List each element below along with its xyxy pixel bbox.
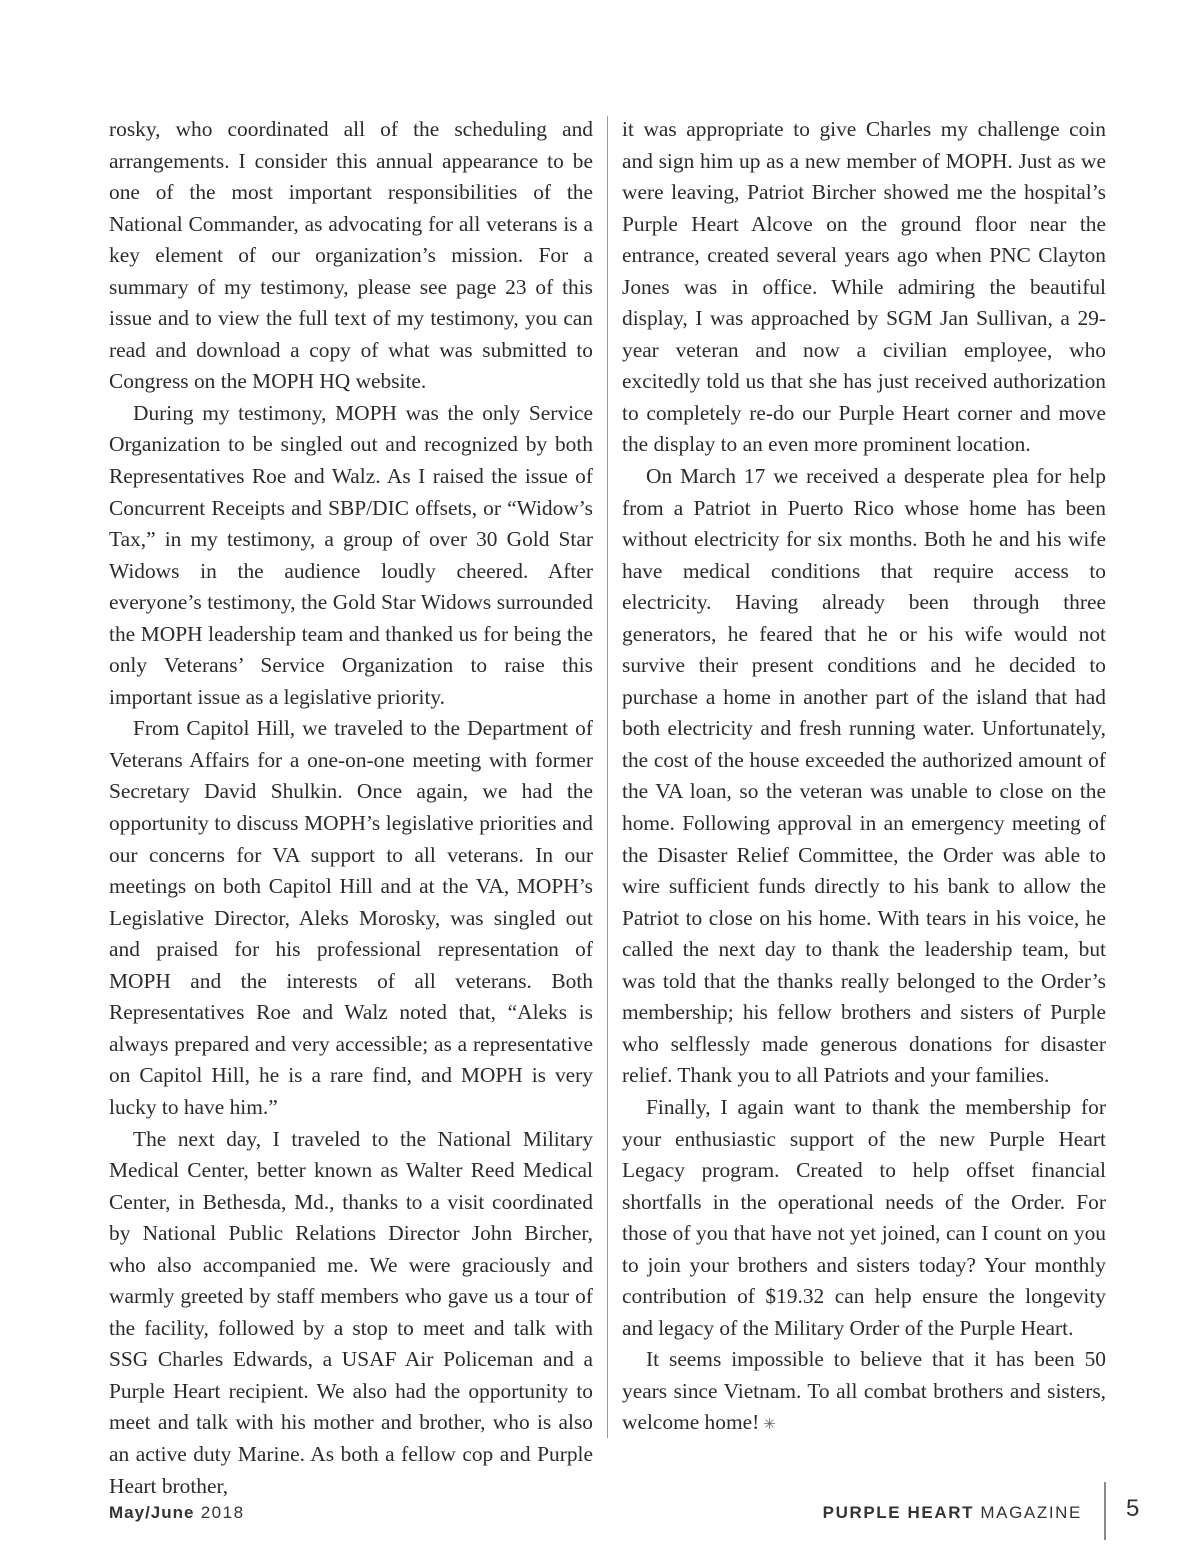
paragraph: The next day, I traveled to the National Military Medical Center, better known as Walter Reed Medical Center, in Bethesda, Md., thanks to a visit coordinated by National Public Relations Director John Bircher, who also accompanied me. We were graciously and warmly greeted by staff members who gave us a tour of the facility, followed by a stop to meet and talk with SSG Charles Edwards, a USAF Air Policeman and a Purple Heart recipient. We also had the opportunity to meet and talk with his mother and brother, who is also an active duty Marine. As both a fellow cop and Purple Heart brother, — [109, 1126, 593, 1498]
end-mark-icon: ✳ — [763, 1417, 776, 1434]
paragraph: rosky, who coordinated all of the scheduling and arrangements. I consider this annual appearance to be one of the most important responsibilities of the National Commander, as advocating for all veterans is a key element of our organization’s mission. For a summary of my testimony, please see page 23 of this issue and to view the full text of my testimony, you can read and download a copy of what was submitted to Congress on the MOPH HQ website. — [109, 117, 593, 394]
article-column-left — [109, 114, 593, 1502]
footer-magazine-name — [823, 1501, 1082, 1525]
issue-year: 2018 — [200, 1503, 245, 1522]
article-column-right — [622, 114, 1106, 1442]
paragraph: it was appropriate to give Charles my challenge coin and sign him up as a new member of MOPH. Just as we were leaving, Patriot Bircher showed me the hospital’s Purple Heart Alcove on the ground floor near the entrance, created several years ago when PNC Clayton Jones was in office. While admiring the beautiful display, I was approached by SGM Jan Sullivan, a 29-year veteran and now a civilian employee, who excitedly told us that she has just received authorization to completely re-do our Purple Heart corner and move the display to an even more prominent location. — [622, 117, 1106, 457]
page-number: 5 — [1126, 1495, 1140, 1522]
paragraph: From Capitol Hill, we traveled to the Department of Veterans Affairs for a one-on-one meeting with former Secretary David Shulkin. Once again, we had the opportunity to discuss MOPH’s legislative priorities and our concerns for VA support to all veterans. In our meetings on both Capitol Hill and at the VA, MOPH’s Legislative Director, Aleks Morosky, was singled out and praised for his professional representation of MOPH and the interests of all veterans. Both Representatives Roe and Walz noted that, “Aleks is always prepared and very accessible; as a representative on Capitol Hill, he is a rare find, and MOPH is very lucky to have him.” — [109, 716, 593, 1119]
magazine-name-bold: PURPLE HEART — [822, 1503, 975, 1522]
paragraph-final — [622, 1344, 1106, 1442]
footer-issue-date — [109, 1501, 245, 1525]
paragraph: During my testimony, MOPH was the only Service Organization to be singled out and recognized by both Representatives Roe and Walz. As I raised the issue of Concurrent Receipts and SBP/DIC offsets, or “Widow’s Tax,” in my testimony, a group of over 30 Gold Star Widows in the audience loudly cheered. After everyone’s testimony, the Gold Star Widows surrounded the MOPH leadership team and thanked us for being the only Veterans’ Service Organization to raise this important issue as a legislative priority. — [109, 400, 593, 709]
issue-month: May/June — [109, 1503, 195, 1522]
paragraph: On March 17 we received a desperate plea for help from a Patriot in Puerto Rico whose home has been without electricity for six months. Both he and his wife have medical conditions that require access to electricity. Having already been through three generators, he feared that he or his wife would not survive their present conditions and he decided to purchase a home in another part of the island that had both electricity and fresh running water. Unfortunately, the cost of the house exceeded the authorized amount of the VA loan, so the veteran was unable to close on the home. Following approval in an emergency meeting of the Disaster Relief Committee, the Order was able to wire sufficient funds directly to his bank to allow the Patriot to close on his home. With tears in his voice, he called the next day to thank the leadership team, but was told that the thanks really belonged to the Order’s membership; his fellow brothers and sisters of Purple who selflessly made generous donations for disaster relief. Thank you to all Patriots and your families. — [622, 464, 1106, 1088]
column-divider — [607, 116, 608, 1438]
paragraph-text: It seems impossible to believe that it has been 50 years since Vietnam. To all combat brothers and sisters, welcome home! — [622, 1347, 1106, 1435]
magazine-name-light: MAGAZINE — [980, 1503, 1082, 1522]
footer-divider — [1104, 1482, 1106, 1540]
paragraph: Finally, I again want to thank the membership for your enthusiastic support of the new Purple Heart Legacy program. Created to help offset financial shortfalls in the operational needs of the Order. For those of you that have not yet joined, can I count on you to join your brothers and sisters today? Your monthly contribution of $19.32 can help ensure the longevity and legacy of the Military Order of the Purple Heart. — [622, 1094, 1106, 1340]
